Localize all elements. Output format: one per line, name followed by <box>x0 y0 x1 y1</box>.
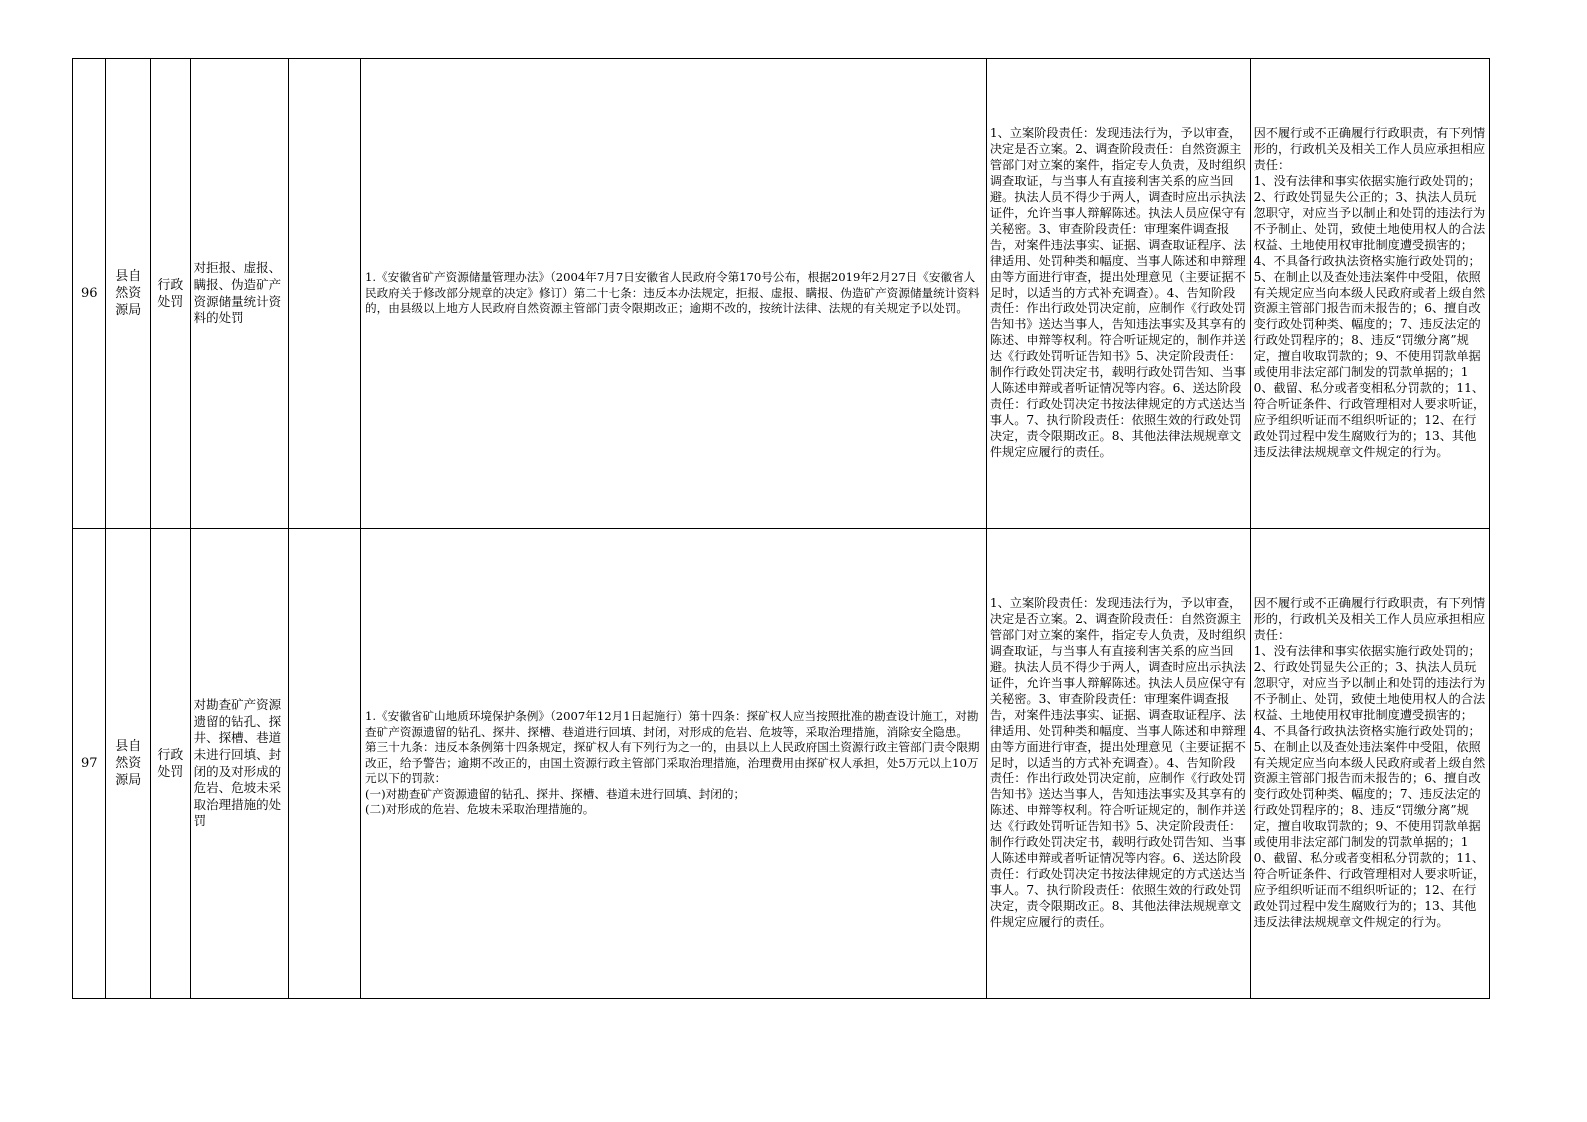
legal-basis-cell <box>361 529 987 999</box>
table-row <box>73 529 1490 999</box>
empty-cell <box>289 529 361 999</box>
duty-cell <box>986 529 1250 999</box>
row-number-cell <box>73 529 106 999</box>
duty-cell <box>986 59 1250 529</box>
legal-basis-text: 1.《安徽省矿产资源储量管理办法》（2004年7月7日安徽省人民政府令第170号公布，根据2019年2月27日《安徽省人民政府关于修改部分规章的决定》修订）第二十七条：违反本办法规定，拒报、虚报、瞒报、伪造矿产资源储量统计资料的，由县级以上地方人民政府自然资源主管部门责令限期改正；逾期不改的，按统计法律、法规的有关规定予以处罚。 <box>365 270 980 316</box>
accountability-cell <box>1250 59 1489 529</box>
power-type: 行政处罚 <box>157 277 184 310</box>
item-cell <box>190 59 288 529</box>
accountability-cell <box>1250 529 1489 999</box>
department-cell <box>106 59 151 529</box>
item-name: 对勘查矿产资源遗留的钻孔、探井、探槽、巷道未进行回填、封闭的及对形成的危岩、危坡未采取治理措施的处罚 <box>193 697 282 829</box>
department-cell <box>106 529 151 999</box>
type-cell <box>151 529 191 999</box>
table-row <box>73 59 1490 529</box>
item-name: 对拒报、虚报、瞒报、伪造矿产资源储量统计资料的处罚 <box>193 260 282 326</box>
power-type: 行政处罚 <box>157 747 184 780</box>
duty-text: 1、立案阶段责任：发现违法行为，予以审查，决定是否立案。2、调查阶段责任：自然资源主管部门对立案的案件，指定专人负责，及时组织调查取证，与当事人有直接利害关系的应当回避。执法人员不得少于两人，调查时应出示执法证件，允许当事人辩解陈述。执法人员应保守有关秘密。3、审查阶段责任：审理案件调查报告，对案件违法事实、证据、调查取证程序、法律适用、处罚种类和幅度、当事人陈述和申辩理由等方面进行审查，提出处理意见（主要证据不足时，以适当的方式补充调查）。4、告知阶段责任：作出行政处罚决定前，应制作《行政处罚告知书》送达当事人，告知违法事实及其享有的陈述、申辩等权利。符合听证规定的，制作并送达《行政处罚听证告知书》5、决定阶段责任：制作行政处罚决定书，载明行政处罚告知、当事人陈述申辩或者听证情况等内容。6、送达阶段责任：行政处罚决定书按法律规定的方式送达当事人。7、执行阶段责任：依照生效的行政处罚决定，责令限期改正。8、其他法律法规规章文件规定应履行的责任。 <box>989 596 1246 929</box>
row-number: 96 <box>80 286 98 301</box>
department-name: 县自然资源局 <box>115 269 142 318</box>
duty-text: 1、立案阶段责任：发现违法行为，予以审查，决定是否立案。2、调查阶段责任：自然资源主管部门对立案的案件，指定专人负责，及时组织调查取证，与当事人有直接利害关系的应当回避。执法人员不得少于两人，调查时应出示执法证件，允许当事人辩解陈述。执法人员应保守有关秘密。3、审查阶段责任：审理案件调查报告，对案件违法事实、证据、调查取证程序、法律适用、处罚种类和幅度、当事人陈述和申辩理由等方面进行审查，提出处理意见（主要证据不足时，以适当的方式补充调查）。4、告知阶段责任：作出行政处罚决定前，应制作《行政处罚告知书》送达当事人，告知违法事实及其享有的陈述、申辩等权利。符合听证规定的，制作并送达《行政处罚听证告知书》5、决定阶段责任：制作行政处罚决定书，载明行政处罚告知、当事人陈述申辩或者听证情况等内容。6、送达阶段责任：行政处罚决定书按法律规定的方式送达当事人。7、执行阶段责任：依照生效的行政处罚决定，责令限期改正。8、其他法律法规规章文件规定应履行的责任。 <box>989 126 1246 459</box>
legal-basis-text: 1.《安徽省矿山地质环境保护条例》（2007年12月1日起施行）第十四条：探矿权人应当按照批准的勘查设计施工，对勘查矿产资源遗留的钻孔、探井、探槽、巷道进行回填、封闭，对形成的危岩、危坡等，采取治理措施，消除安全隐患。 第三十九条：违反本条例第十四条规定，探矿权人有下列行为之一的，由县以上人民政府国土资源行政主管部门责令限期改正，给予警告；逾期不改正的，由国土资源行政主管部门采取治理措施，治理费用由探矿权人承担，处5万元以上10万元以下的罚款： (一)对勘查矿产资源遗留的钻孔、探井、探槽、巷道未进行回填、封闭的； (二)对形成的危岩、危坡未采取治理措施的。 <box>365 708 980 817</box>
legal-basis-cell <box>361 59 987 529</box>
item-cell <box>190 529 288 999</box>
accountability-text: 因不履行或不正确履行行政职责，有下列情形的，行政机关及相关工作人员应承担相应责任： 1、没有法律和事实依据实施行政处罚的；2、行政处罚显失公正的；3、执法人员玩忽职守，对应当予以制止和处罚的违法行为不予制止、处罚，致使土地使用权人的合法权益、土地使用权审批制度遭受损害的；4、不具备行政执法资格实施行政处罚的；5、在制止以及查处违法案件中受阻，依照有关规定应当向本级人民政府或者上级自然资源主管部门报告而未报告的；6、擅自改变行政处罚种类、幅度的；7、违反法定的行政处罚程序的；8、违反“罚缴分离”规定，擅自收取罚款的；9、不使用罚款单据或使用非法定部门制发的罚款单据的；10、截留、私分或者变相私分罚款的；11、符合听证条件、行政管理相对人要求听证，应予组织听证而不组织听证的；12、在行政处罚过程中发生腐败行为的；13、其他违反法律法规规章文件规定的行为。 <box>1253 126 1486 459</box>
department-name: 县自然资源局 <box>115 739 142 788</box>
row-number: 97 <box>80 756 98 771</box>
power-list-table <box>72 58 1490 999</box>
empty-cell <box>289 59 361 529</box>
accountability-text: 因不履行或不正确履行行政职责，有下列情形的，行政机关及相关工作人员应承担相应责任： 1、没有法律和事实依据实施行政处罚的；2、行政处罚显失公正的；3、执法人员玩忽职守，对应当予以制止和处罚的违法行为不予制止、处罚，致使土地使用权人的合法权益、土地使用权审批制度遭受损害的；4、不具备行政执法资格实施行政处罚的；5、在制止以及查处违法案件中受阻，依照有关规定应当向本级人民政府或者上级自然资源主管部门报告而未报告的；6、擅自改变行政处罚种类、幅度的；7、违反法定的行政处罚程序的；8、违反“罚缴分离”规定，擅自收取罚款的；9、不使用罚款单据或使用非法定部门制发的罚款单据的；10、截留、私分或者变相私分罚款的；11、符合听证条件、行政管理相对人要求听证，应予组织听证而不组织听证的；12、在行政处罚过程中发生腐败行为的；13、其他违反法律法规规章文件规定的行为。 <box>1253 596 1486 929</box>
row-number-cell <box>73 59 106 529</box>
type-cell <box>151 59 191 529</box>
